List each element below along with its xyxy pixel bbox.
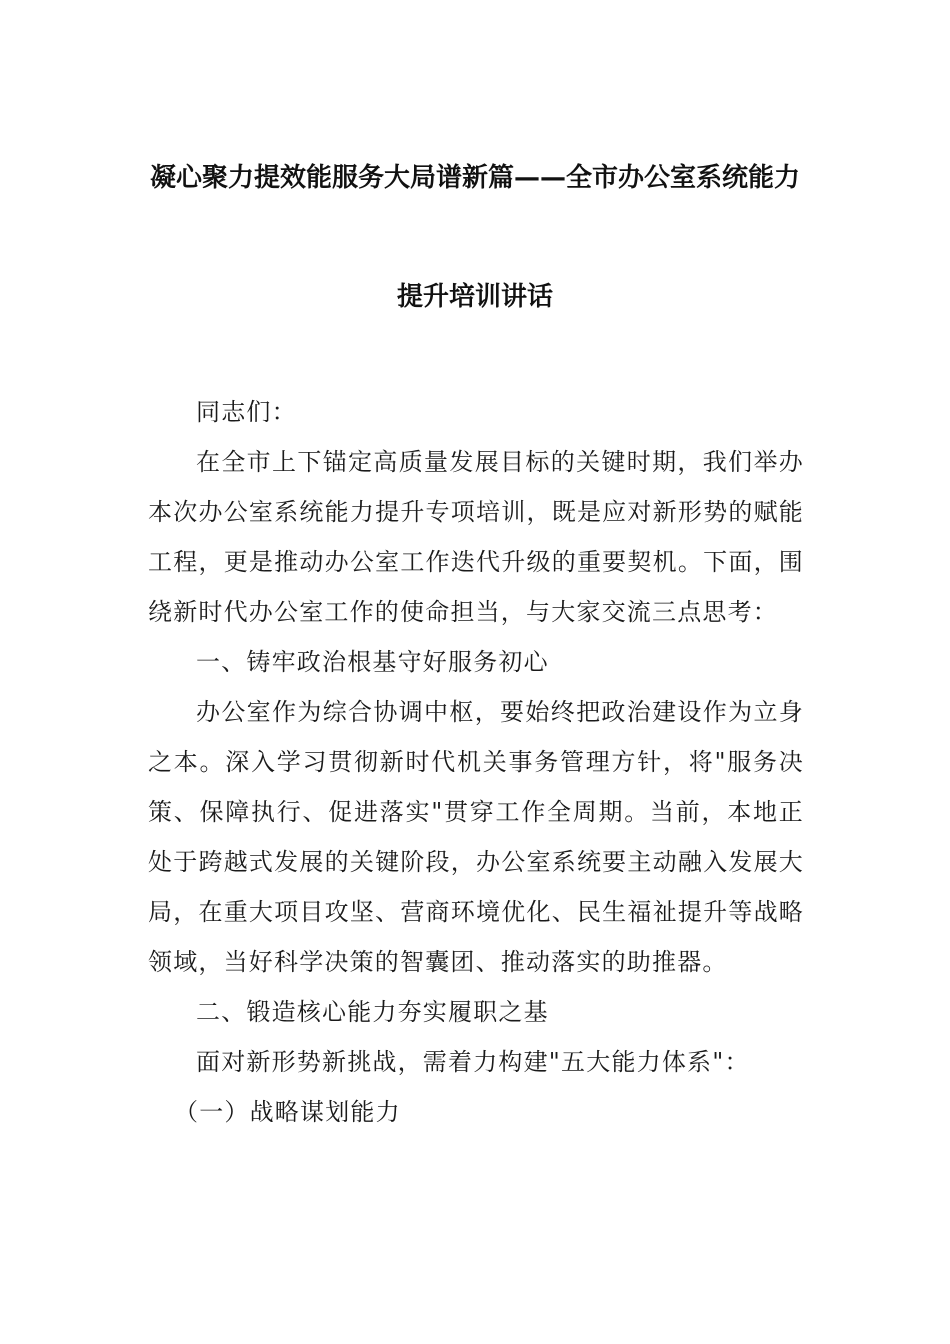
salutation: 同志们： (196, 398, 297, 426)
section-2-paragraph: 面对新形势新挑战，需着力构建"五大能力体系"： (196, 1048, 750, 1076)
section-heading-2: 二、锻造核心能力夯实履职之基 (196, 998, 549, 1026)
document-body (148, 387, 804, 1137)
section-1-paragraph: 办公室作为综合协调中枢，要始终把政治建设作为立身之本。深入学习贯彻新时代机关事务管理方针，将"服务决策、保障执行、促进落实"贯穿工作全周期。当前，本地正处于跨越式发展的关键阶段，办公室系统要主动融入发展大局，在重大项目攻坚、营商环境优化、民生福祉提升等战略领域，当好科学决策的智囊团、推动落实的助推器。 (148, 698, 804, 976)
document-title-line-1: 凝心聚力提效能服务大局谱新篇——全市办公室系统能力 (149, 163, 800, 193)
subsection-heading-1: （一）战略谋划能力 (174, 1098, 401, 1126)
document-title-line-2: 提升培训讲话 (396, 282, 553, 312)
intro-paragraph: 在全市上下锚定高质量发展目标的关键时期，我们举办本次办公室系统能力提升专项培训，既是应对新形势的赋能工程，更是推动办公室工作迭代升级的重要契机。下面，围绕新时代办公室工作的使命担当，与大家交流三点思考： (148, 448, 804, 626)
section-heading-1: 一、铸牢政治根基守好服务初心 (196, 648, 549, 676)
